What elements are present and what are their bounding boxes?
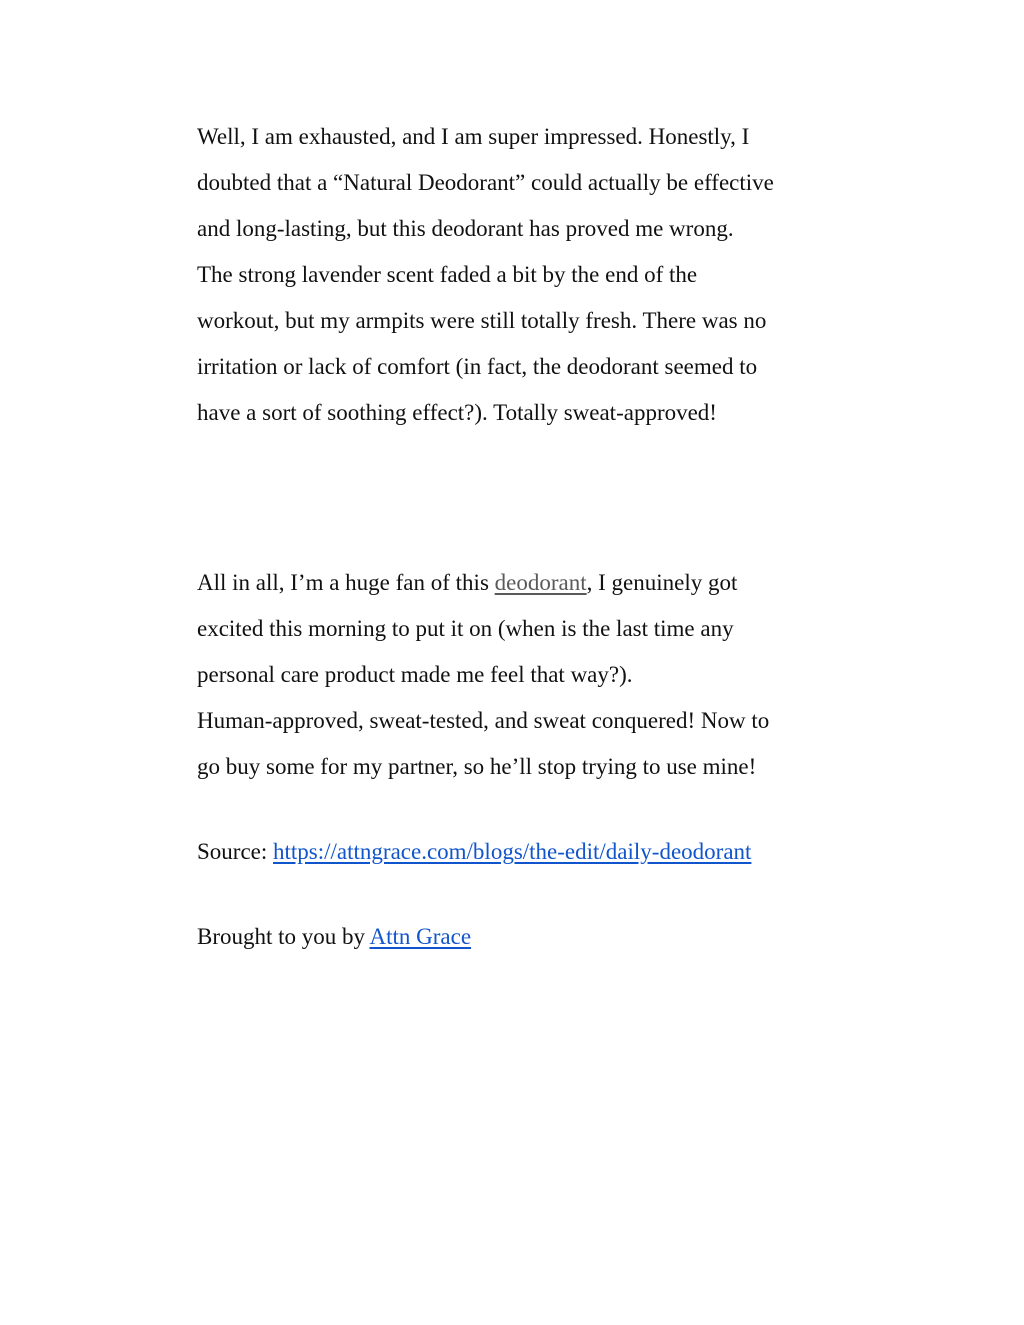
paragraph-1-line: irritation or lack of comfort (in fact, the deodorant seemed to <box>197 354 758 379</box>
paragraph-1-line: have a sort of soothing effect?). Totally sweat-approved! <box>197 400 717 425</box>
review-paragraph-2 <box>197 560 877 790</box>
deodorant-link[interactable]: deodorant <box>494 570 587 595</box>
paragraph-1-line: doubted that a “Natural Deodorant” could actually be effective <box>197 170 774 195</box>
source-url-link[interactable]: https://attngrace.com/blogs/the-edit/daily-deodorant <box>273 839 752 864</box>
attn-grace-link[interactable]: Attn Grace <box>369 924 472 949</box>
paragraph-1-line: and long-lasting, but this deodorant has proved me wrong. <box>197 216 734 241</box>
attribution-label: Brought to you by <box>197 924 370 949</box>
paragraph-1-line: Well, I am exhausted, and I am super impressed. Honestly, I <box>197 124 750 149</box>
paragraph-2-line: excited this morning to put it on (when is the last time any <box>197 616 734 641</box>
attribution-line <box>197 914 877 960</box>
paragraph-2-line: Human-approved, sweat-tested, and sweat conquered! Now to <box>197 708 770 733</box>
review-paragraph-1 <box>197 114 877 436</box>
paragraph-2-text-after-link: , I genuinely got <box>586 570 738 595</box>
paragraph-2-text-before-link: All in all, I’m a huge fan of this <box>197 570 495 595</box>
paragraph-2-first-line <box>197 560 877 606</box>
paragraph-1-line: The strong lavender scent faded a bit by the end of the <box>197 262 698 287</box>
paragraph-1-line: workout, but my armpits were still totally fresh. There was no <box>197 308 767 333</box>
source-line <box>197 829 877 875</box>
paragraph-2-line: go buy some for my partner, so he’ll stop trying to use mine! <box>197 754 757 779</box>
source-label: Source: <box>197 839 274 864</box>
paragraph-2-line: personal care product made me feel that way?). <box>197 662 633 687</box>
